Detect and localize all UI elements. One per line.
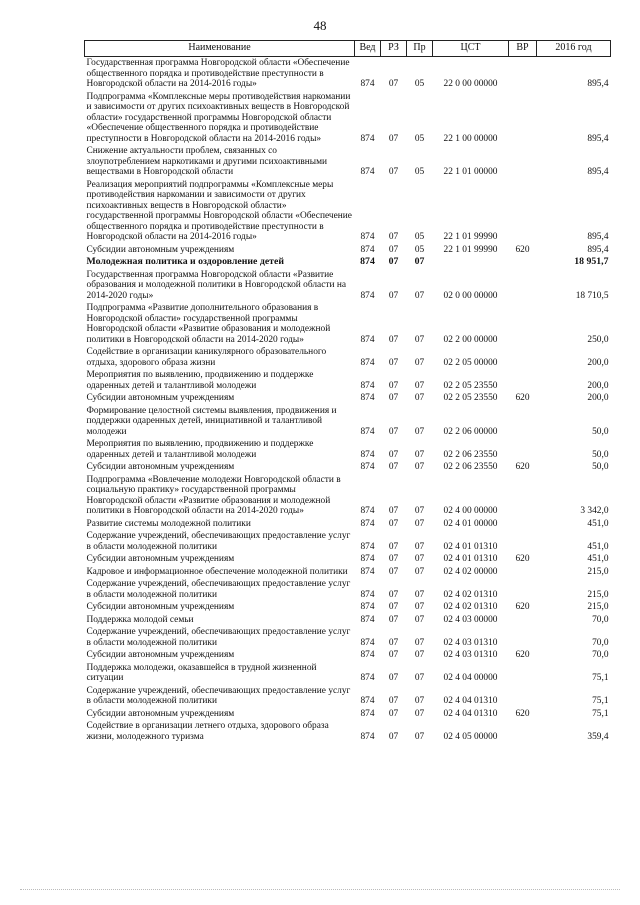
row-pr: 07	[414, 566, 425, 577]
table-body	[85, 57, 611, 744]
row-pr: 07	[414, 602, 425, 612]
row-rz: 07	[388, 232, 399, 242]
row-name: Содержание учреждений, обеспечивающих предоставление услуг в области молодежной политики	[86, 531, 351, 552]
row-pr: 05	[414, 133, 425, 144]
row-name: Содействие в организации летнего отдыха, здорового образа жизни, молодежного туризма	[86, 721, 329, 742]
row-rz: 07	[388, 566, 399, 577]
row-pr: 07	[414, 554, 425, 564]
row-cst: 02 4 05 00000	[443, 731, 498, 742]
row-ved: 874	[360, 541, 375, 552]
row-pr: 07	[414, 506, 425, 516]
row-ved: 874	[360, 449, 375, 460]
row-ved: 874	[360, 357, 375, 368]
row-rz: 07	[388, 696, 399, 706]
row-name: Подпрограмма «Вовлечение молодежи Новгородской области в социальную практику» государственной программы Новгородской области «Развитие образования и молодежной политики в Новгородской области на 2014-2020 годы»	[86, 474, 341, 516]
row-name: Формирование целостной системы выявления, продвижения и поддержки одаренных детей, инициативной и талантливой молодежи	[86, 405, 337, 437]
row-cst: 02 4 04 00000	[443, 673, 498, 683]
row-vr	[509, 91, 537, 146]
row-rz: 07	[388, 650, 399, 660]
row-rz: 07	[388, 541, 399, 552]
row-amount: 215,0	[587, 602, 609, 612]
page-number: 48	[313, 18, 327, 33]
row-cst: 02 4 03 01310	[443, 637, 498, 648]
row-vr	[509, 346, 537, 369]
row-amount: 895,4	[587, 133, 609, 144]
row-vr	[509, 269, 537, 303]
table-row	[85, 346, 611, 369]
row-amount: 70,0	[592, 650, 609, 660]
row-pr: 07	[414, 426, 425, 437]
row-pr: 07	[414, 673, 425, 683]
budget-table	[84, 40, 611, 743]
row-ved: 874	[360, 244, 375, 255]
row-ved: 874	[360, 673, 375, 683]
table-row	[85, 518, 611, 531]
row-cst: 22 0 00 00000	[443, 79, 498, 89]
row-rz: 07	[388, 334, 399, 345]
row-rz: 07	[388, 602, 399, 612]
row-pr: 07	[414, 518, 425, 529]
row-amount: 200,0	[587, 380, 609, 391]
row-name: Подпрограмма «Развитие дополнительного образования в Новгородской области» государственной программы Новгородской области «Развитие образования и молодежной политики в Новгородской области на 2014-2020 годы»	[86, 303, 331, 345]
row-amount: 250,0	[587, 334, 609, 345]
row-cst: 02 4 04 01310	[443, 696, 498, 706]
row-name: Мероприятия по выявлению, продвижению и поддержке одаренных детей и талантливой молодежи	[86, 439, 314, 460]
row-pr: 07	[414, 589, 425, 600]
row-cst: 02 2 05 00000	[443, 357, 498, 368]
row-pr: 07	[414, 449, 425, 460]
row-amount: 200,0	[587, 357, 609, 368]
row-vr: 620	[515, 554, 530, 564]
row-amount: 359,4	[587, 731, 609, 742]
row-vr	[509, 145, 537, 179]
row-cst: 02 4 03 01310	[443, 650, 498, 660]
table-row	[85, 179, 611, 244]
col-header-vr: ВР	[509, 41, 537, 57]
row-ved: 874	[360, 167, 375, 177]
row-rz: 07	[388, 518, 399, 529]
row-vr: 620	[515, 462, 530, 472]
row-amount: 895,4	[587, 232, 609, 242]
row-ved: 874	[360, 554, 375, 564]
row-ved: 874	[360, 731, 375, 742]
row-vr	[509, 57, 537, 91]
row-rz: 07	[388, 256, 399, 267]
table-row	[85, 566, 611, 579]
table-row	[85, 685, 611, 708]
row-amount: 50,0	[592, 426, 609, 437]
row-amount: 895,4	[587, 79, 609, 89]
table-row	[85, 474, 611, 518]
table-row	[85, 392, 611, 405]
row-amount: 200,0	[587, 393, 609, 403]
row-rz: 07	[388, 133, 399, 144]
row-pr: 07	[414, 290, 425, 301]
row-ved: 874	[360, 133, 375, 144]
row-cst: 02 4 02 00000	[443, 566, 498, 577]
col-header-cst: ЦСТ	[433, 41, 509, 57]
row-pr: 07	[414, 462, 425, 472]
row-amount: 215,0	[587, 589, 609, 600]
table-header-row	[85, 41, 611, 57]
row-vr	[509, 179, 537, 244]
table-row	[85, 57, 611, 91]
row-ved: 874	[360, 518, 375, 529]
table-row	[85, 369, 611, 392]
table-row	[85, 91, 611, 146]
row-ved: 874	[360, 566, 375, 577]
row-name: Субсидии автономным учреждениям	[86, 554, 235, 564]
row-cst: 22 1 01 00000	[443, 167, 498, 177]
row-cst: 22 1 01 99990	[443, 232, 498, 242]
row-name: Содержание учреждений, обеспечивающих предоставление услуг в области молодежной политики	[86, 685, 351, 706]
row-cst: 02 0 00 00000	[443, 290, 498, 301]
row-ved: 874	[360, 290, 375, 301]
row-cst: 02 4 00 00000	[443, 506, 498, 516]
row-vr	[509, 578, 537, 601]
row-pr: 07	[414, 393, 425, 403]
col-header-rz: РЗ	[381, 41, 407, 57]
row-ved: 874	[360, 393, 375, 403]
row-amount: 75,1	[592, 673, 609, 683]
row-vr	[509, 685, 537, 708]
row-ved: 874	[360, 650, 375, 660]
row-pr: 07	[414, 708, 425, 719]
row-vr: 620	[515, 602, 530, 612]
row-ved: 874	[360, 708, 375, 719]
row-cst: 02 4 02 01310	[443, 589, 498, 600]
row-name: Подпрограмма «Комплексные меры противодействия наркомании и зависимости от других психоактивных веществ в Новгородской области» государственной программы Новгородской области «Обеспечение общественного порядка и противодействие преступности в Новгородской области на 2014-2016 годы»	[86, 91, 351, 144]
row-rz: 07	[388, 673, 399, 683]
row-rz: 07	[388, 554, 399, 564]
row-pr: 05	[414, 79, 425, 89]
row-vr: 620	[515, 708, 530, 719]
row-pr: 07	[414, 256, 425, 267]
row-rz: 07	[388, 244, 399, 255]
row-rz: 07	[388, 449, 399, 460]
row-amount: 215,0	[587, 566, 609, 577]
row-amount: 70,0	[592, 614, 609, 625]
row-vr: 620	[515, 244, 530, 255]
row-name: Субсидии автономным учреждениям	[86, 708, 235, 719]
row-vr: 620	[515, 393, 530, 403]
row-vr	[509, 369, 537, 392]
row-name: Реализация мероприятий подпрограммы «Комплексные меры противодействия наркомании и зависимости от других психоактивных веществ в Новгородской области» государственной программы Новгородской области «Обеспечение общественного порядка и противодействие преступности в Новгородской области на 2014-2016 годы»	[86, 179, 352, 242]
row-ved: 874	[360, 380, 375, 391]
table-row	[85, 626, 611, 649]
row-rz: 07	[388, 506, 399, 516]
table-row	[85, 145, 611, 179]
row-amount: 75,1	[592, 696, 609, 706]
row-ved: 874	[360, 232, 375, 242]
row-vr	[509, 302, 537, 346]
col-header-pr: Пр	[407, 41, 433, 57]
table-row	[85, 438, 611, 461]
row-vr	[509, 720, 537, 743]
row-vr	[509, 256, 537, 269]
row-ved: 874	[360, 696, 375, 706]
row-cst: 02 4 01 00000	[443, 518, 498, 529]
row-ved: 874	[360, 506, 375, 516]
row-cst: 02 4 01 01310	[443, 554, 498, 564]
row-vr	[509, 626, 537, 649]
row-pr: 07	[414, 637, 425, 648]
row-amount: 895,4	[587, 244, 609, 255]
row-name: Субсидии автономным учреждениям	[86, 650, 235, 660]
row-cst: 02 4 04 01310	[443, 708, 498, 719]
row-pr: 07	[414, 696, 425, 706]
row-pr: 07	[414, 614, 425, 625]
row-rz: 07	[388, 357, 399, 368]
row-cst: 02 4 03 00000	[443, 614, 498, 625]
row-ved: 874	[360, 589, 375, 600]
row-rz: 07	[388, 462, 399, 472]
row-amount: 451,0	[587, 518, 609, 529]
table-row	[85, 553, 611, 566]
row-name: Государственная программа Новгородской области «Развитие образования и молодежной политики в Новгородской области на 2014-2020 годы»	[86, 269, 347, 301]
row-rz: 07	[388, 79, 399, 89]
row-rz: 07	[388, 426, 399, 437]
row-name: Субсидии автономным учреждениям	[86, 462, 235, 472]
row-vr	[509, 438, 537, 461]
row-name: Субсидии автономным учреждениям	[86, 602, 235, 612]
row-name: Субсидии автономным учреждениям	[86, 393, 235, 403]
row-cst: 02 2 06 23550	[443, 449, 498, 460]
row-pr: 07	[414, 334, 425, 345]
row-cst: 02 2 05 23550	[443, 380, 498, 391]
row-vr	[509, 662, 537, 685]
row-ved: 874	[360, 614, 375, 625]
row-pr: 07	[414, 380, 425, 391]
table-row	[85, 461, 611, 474]
row-name: Мероприятия по выявлению, продвижению и поддержке одаренных детей и талантливой молодежи	[86, 370, 314, 391]
table-row	[85, 614, 611, 627]
row-cst: 02 4 01 01310	[443, 541, 498, 552]
row-name: Кадровое и информационное обеспечение молодежной политики	[86, 566, 348, 577]
table-row	[85, 708, 611, 721]
row-amount: 18 710,5	[575, 290, 609, 301]
row-pr: 05	[414, 167, 425, 177]
row-amount: 18 951,7	[574, 256, 609, 267]
row-name: Снижение актуальности проблем, связанных со злоупотреблением наркотиками и другими психоактивными веществами в Новгородской области	[86, 146, 328, 177]
row-rz: 07	[388, 614, 399, 625]
table-row	[85, 256, 611, 269]
table-row	[85, 244, 611, 257]
row-rz: 07	[388, 637, 399, 648]
row-rz: 07	[388, 589, 399, 600]
row-name: Содействие в организации каникулярного образовательного отдыха, здорового образа жизни	[86, 347, 327, 368]
table-row	[85, 530, 611, 553]
table-row	[85, 302, 611, 346]
row-rz: 07	[388, 708, 399, 719]
row-pr: 07	[414, 357, 425, 368]
scan-edge	[20, 889, 620, 891]
row-ved: 874	[360, 79, 375, 89]
row-name: Поддержка молодежи, оказавшейся в трудной жизненной ситуации	[86, 662, 317, 683]
row-ved: 874	[360, 637, 375, 648]
row-amount: 3 342,0	[580, 506, 609, 516]
row-cst: 22 1 01 99990	[443, 244, 498, 255]
row-amount: 451,0	[587, 554, 609, 564]
row-amount: 451,0	[587, 541, 609, 552]
row-vr	[509, 530, 537, 553]
col-header-name: Наименование	[85, 41, 355, 57]
row-name: Содержание учреждений, обеспечивающих предоставление услуг в области молодежной политики	[86, 627, 351, 648]
row-rz: 07	[388, 290, 399, 301]
row-name: Развитие системы молодежной политики	[86, 518, 251, 529]
row-amount: 895,4	[587, 167, 609, 177]
row-name: Государственная программа Новгородской области «Обеспечение общественного порядка и противодействие преступности в Новгородской области на 2014-2016 годы»	[86, 58, 350, 89]
row-rz: 07	[388, 380, 399, 391]
table-row	[85, 662, 611, 685]
row-pr: 07	[414, 541, 425, 552]
row-rz: 07	[388, 393, 399, 403]
row-name: Поддержка молодой семьи	[86, 614, 194, 625]
row-name: Содержание учреждений, обеспечивающих предоставление услуг в области молодежной политики	[86, 579, 351, 600]
row-pr: 07	[414, 731, 425, 742]
row-cst: 02 2 06 00000	[443, 426, 498, 437]
row-vr: 620	[515, 650, 530, 660]
row-pr: 05	[414, 232, 425, 242]
row-ved: 874	[360, 602, 375, 612]
row-ved: 874	[360, 256, 375, 267]
row-vr	[509, 614, 537, 627]
row-name: Молодежная политика и оздоровление детей	[86, 256, 284, 267]
row-vr	[509, 405, 537, 439]
table-row	[85, 720, 611, 743]
row-amount: 70,0	[592, 637, 609, 648]
col-header-year: 2016 год	[537, 41, 611, 57]
row-pr: 07	[414, 650, 425, 660]
table-row	[85, 269, 611, 303]
row-rz: 07	[388, 167, 399, 177]
col-header-ved: Вед	[355, 41, 381, 57]
row-vr	[509, 518, 537, 531]
row-amount: 75,1	[592, 708, 609, 719]
row-amount: 50,0	[592, 462, 609, 472]
row-vr	[509, 474, 537, 518]
row-cst: 02 2 05 23550	[443, 393, 498, 403]
row-amount: 50,0	[592, 449, 609, 460]
table-row	[85, 601, 611, 614]
row-cst: 22 1 00 00000	[443, 133, 498, 144]
table-row	[85, 649, 611, 662]
row-cst: 02 2 00 00000	[443, 334, 498, 345]
row-ved: 874	[360, 334, 375, 345]
row-rz: 07	[388, 731, 399, 742]
row-ved: 874	[360, 426, 375, 437]
row-name: Субсидии автономным учреждениям	[86, 244, 235, 255]
table-row	[85, 405, 611, 439]
row-cst: 02 2 06 23550	[443, 462, 498, 472]
table-row	[85, 578, 611, 601]
row-pr: 05	[414, 244, 425, 255]
row-ved: 874	[360, 462, 375, 472]
row-cst	[433, 256, 509, 269]
row-vr	[509, 566, 537, 579]
row-cst: 02 4 02 01310	[443, 602, 498, 612]
